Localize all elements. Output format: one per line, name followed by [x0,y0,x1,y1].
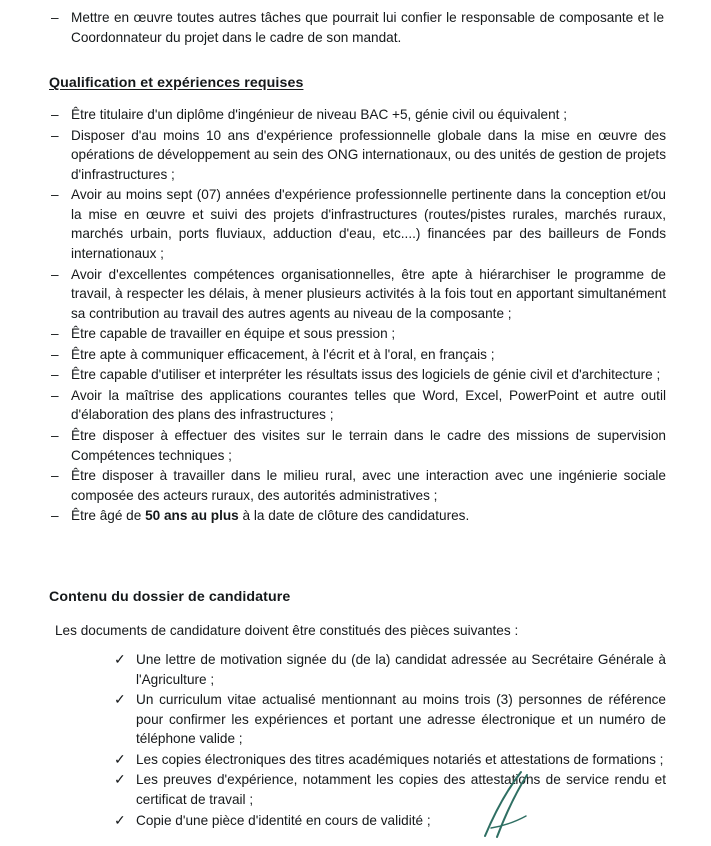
dossier-list [112,650,666,830]
list-item: ✓ Copie d'une pièce d'identité en cours de validité ; [112,811,666,831]
list-item: ✓ Une lettre de motivation signée du (de la) candidat adressée au Secrétaire Générale à l'Agriculture ; [112,650,666,689]
age-prefix: Être âgé de [71,508,146,524]
list-item: – Être disposer à effectuer des visites sur le terrain dans le cadre des missions de supervision Compétences techniques ; [49,426,666,465]
list-item: – Avoir au moins sept (07) années d'expérience professionnelle pertinente dans la conception et/ou la mise en œuvre et suivi des projets d'infrastructures (routes/pistes rurales, marchés ruraux, marchés urbain, ports fluviaux, adduction d'eau, etc....) financées par des bailleurs de Fonds internationaux ; [49,185,666,263]
list-item: ✓ Les preuves d'expérience, notamment les copies des attestations de service rendu et certificat de travail ; [112,770,666,809]
list-item: – Être titulaire d'un diplôme d'ingénieur de niveau BAC +5, génie civil ou équivalent ; [49,105,666,125]
age-suffix: à la date de clôture des candidatures. [238,508,470,524]
dossier-list-block [112,650,666,831]
dossier-intro-text: Les documents de candidature doivent être constitués des pièces suivantes : [55,623,519,638]
list-item: ✓ Les copies électroniques des titres académiques notariés et attestations de formations ; [112,750,666,770]
list-item: – Être disposer à travailler dans le milieu rural, avec une interaction avec une ingénierie sociale composée des acteurs ruraux, des autorités administratives ; [49,466,666,505]
top-paragraph-list [49,8,664,47]
top-paragraph-block [49,8,664,48]
list-item: – Être apte à communiquer efficacement, à l'écrit et à l'oral, en français ; [49,345,666,365]
list-item: – Avoir d'excellentes compétences organisationnelles, être apte à hiérarchiser le programme de travail, à respecter les délais, à mener plusieurs activités à la fois tout en apportant simultanément sa contribution au travail des autres agents au niveau de la composante ; [49,265,666,324]
list-item: – Être capable d'utiliser et interpréter les résultats issus des logiciels de génie civil et d'architecture ; [49,365,666,385]
list-item: – Avoir la maîtrise des applications courantes telles que Word, Excel, PowerPoint et autre outil d'élaboration des plans des infrastructures ; [49,386,666,425]
qualification-list [49,105,666,526]
list-item: – Être capable de travailler en équipe et sous pression ; [49,324,666,344]
section-heading-qualification: Qualification et expériences requises [49,75,304,91]
age-limit-bold: 50 ans au plus [145,508,239,524]
qualification-list-block [49,105,666,527]
list-item-age [49,506,666,526]
list-item: – Mettre en œuvre toutes autres tâches que pourrait lui confier le responsable de composante et le Coordonnateur du projet dans le cadre de son mandat. [49,8,664,47]
list-item: – Disposer d'au moins 10 ans d'expérience professionnelle globale dans la mise en œuvre des opérations de développement au sein des ONG internationaux, ou des unités de gestion de projets d'infrastructures ; [49,126,666,185]
section-heading-dossier: Contenu du dossier de candidature [49,589,291,605]
list-item: ✓ Un curriculum vitae actualisé mentionnant au moins trois (3) personnes de référence pour confirmer les expériences et portant une adresse électronique et un numéro de téléphone valide ; [112,690,666,749]
